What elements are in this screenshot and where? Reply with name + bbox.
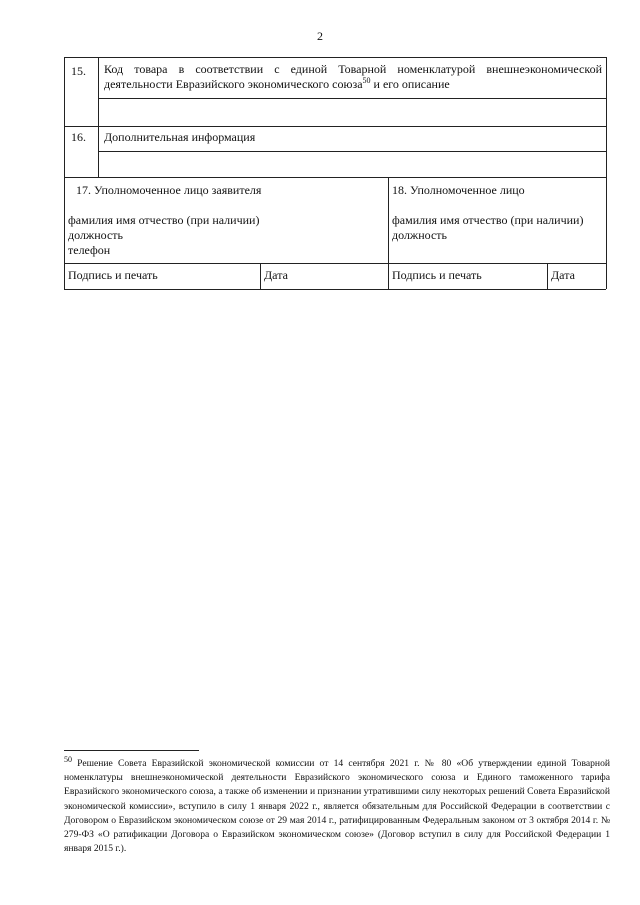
row17-phone-label: телефон	[68, 243, 111, 257]
row18-title: 18. Уполномоченное лицо	[392, 183, 525, 197]
row18-name-label: фамилия имя отчество (при наличии)	[392, 213, 584, 227]
row16-number: 16.	[71, 130, 86, 144]
row18-position-label: должность	[392, 228, 447, 242]
row17-position-label: должность	[68, 228, 123, 242]
footnote-separator	[64, 750, 199, 751]
signature-row-top	[64, 263, 606, 264]
footnote	[64, 754, 610, 856]
row16-value-field[interactable]	[99, 152, 606, 177]
row15-bottom	[64, 126, 606, 127]
row15-label	[104, 62, 602, 92]
row18-date-label: Дата	[551, 268, 575, 282]
row17-sign-label: Подпись и печать	[68, 268, 158, 282]
row18-sign-label: Подпись и печать	[392, 268, 482, 282]
footnote-mark: 50	[64, 754, 72, 764]
row16-label: Дополнительная информация	[104, 130, 256, 144]
row15-text-after: и его описание	[370, 77, 450, 91]
row17-title: 17. Уполномоченное лицо заявителя	[76, 183, 262, 197]
table-left-border	[64, 57, 65, 289]
date-divider-left	[260, 263, 261, 289]
row15-value-field[interactable]	[99, 99, 606, 126]
signatories-divider	[388, 177, 389, 289]
row15-text: Код товара в соответствии с единой Товарной номенклатурой внешнеэкономической деятельности Евразийского экономического союза	[104, 62, 602, 91]
footnote-text: Решение Совета Евразийской экономической комиссии от 14 сентября 2021 г. № 80 «Об утверждении единой Товарной номенклатуры внешнеэкономической деятельности Евразийского экономического союза и Единого таможенного тарифа Евразийского экономического союза, а также об изменении и признании утратившими силу некоторых решений Совета Евразийской экономической комиссии», вступило в силу 1 января 2022 г., является обязательным для Российской Федерации в соответствии с Договором о Евразийском экономическом союзе от 29 мая 2014 г., ратифицированным Федеральным законом от 3 октября 2014 г. № 279-ФЗ «О ратификации Договора о Евразийском экономическом союзе» (Договор вступил в силу для Российской Федерации 1 января 2015 г.).	[64, 758, 610, 855]
row15-number: 15.	[71, 64, 86, 78]
date-divider-right	[547, 263, 548, 289]
table-right-border	[606, 57, 607, 289]
row15-footnote-mark: 50	[362, 76, 371, 85]
table-bottom-border	[64, 289, 606, 290]
page-number: 2	[317, 29, 323, 43]
table-top-border	[64, 57, 606, 58]
row17-date-label: Дата	[264, 268, 288, 282]
row17-name-label: фамилия имя отчество (при наличии)	[68, 213, 260, 227]
row16-bottom	[64, 177, 606, 178]
